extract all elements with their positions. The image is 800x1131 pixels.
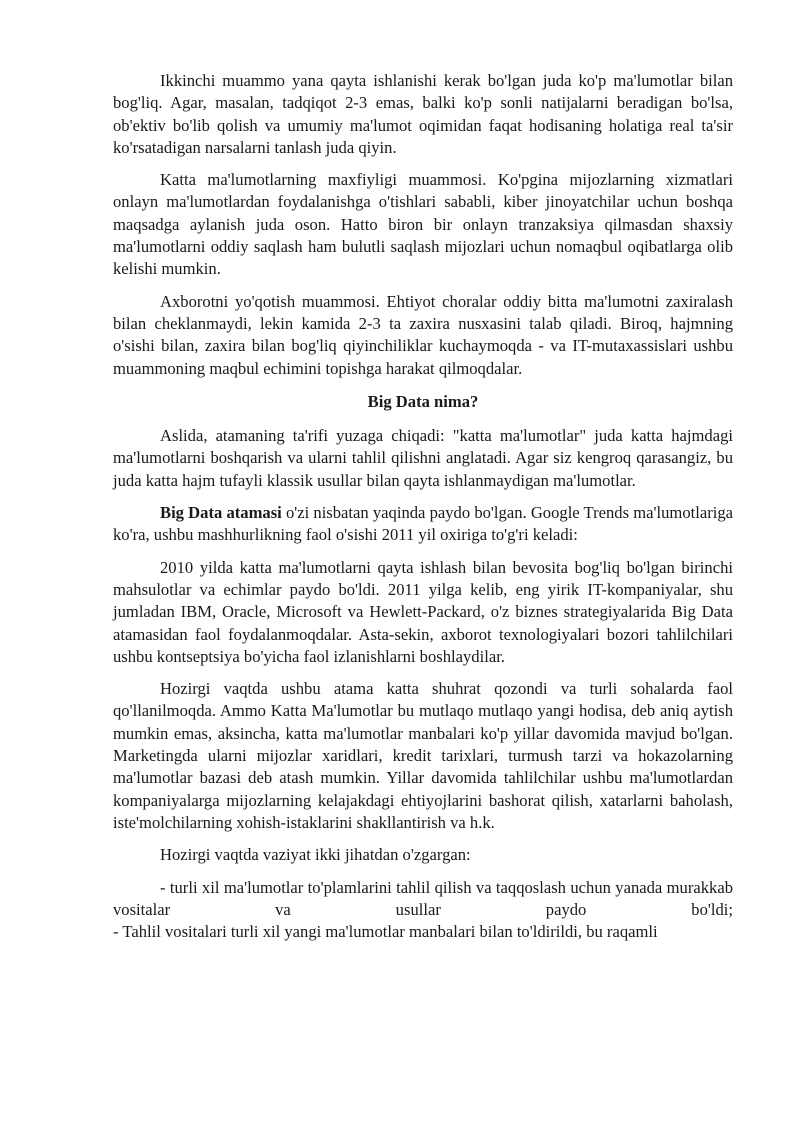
section-heading: Big Data nima? [367,391,479,411]
term-origin-text: o'zi nisbatan yaqinda paydo bo'lgan. Google Trends ma'lumotlariga ko'ra, ushbu mashhurlikning faol o'sishi 2011 yil oxiriga to'g'ri keladi: [113,503,733,545]
document-page [113,70,733,943]
paragraph-situation-changed: Hozirgi vaqtda vaziyat ikki jihatdan o'zgargan: [160,845,471,865]
paragraph-current-usage: Hozirgi vaqtda ushbu atama katta shuhrat qozondi va turli sohalarda faol qo'llanilmoqda. Ammo Katta Ma'lumotlar bu mutlaqo mutlaqo yangi hodisa, deb aniq aytish mumkin emas, aksincha, katta ma'lumotlar manbalari ko'p yillar davomida mavjud bo'lgan. Marketingda ularni mijozlar xaridlari, kredit tarixlari, turmush tarzi va hokazolarning ma'lumotlar bazasi deb atash mumkin. Yillar davomida tahlilchilar ushbu ma'lumotlardan kompaniyalarga mijozlarning kelajakdagi ehtiyojlarini bashorat qilish, xatarlarni baholash, iste'molchilarning xohish-istaklarini shakllantirish va h.k. [113,679,733,832]
paragraph-data-loss-problem: Axborotni yo'qotish muammosi. Ehtiyot choralar oddiy bitta ma'lumotni zaxiralash bilan cheklanmaydi, lekin kamida 2-3 ta zaxira nusxasini talab qiladi. Biroq, hajmning o'sishi bilan, zaxira bilan bog'liq qiyinchiliklar kuchaymoqda - va IT-mutaxassislari ushbu muammoning maqbul echimini topishga harakat qilmoqdalar. [113,291,733,378]
paragraph-term-origin [113,502,733,547]
paragraph-history-2010: 2010 yilda katta ma'lumotlarni qayta ishlash bilan bevosita bog'liq bo'lgan birinchi mahsulotlar va echimlar paydo bo'ldi. 2011 yilga kelib, eng yirik IT-kompaniyalar, shu jumladan IBM, Oracle, Microsoft va Hewlett-Packard, o'z biznes strategiyalarida Big Data atamasidan faol foydalanmoqdalar. Asta-sekin, axborot texnologiyalari bozori tahlilchilari ushbu kontseptsiya bo'yicha faol izlanishlarni boshlaydilar. [113,557,733,666]
list-item-tools: - turli xil ma'lumotlar to'plamlarini tahlil qilish va taqqoslash uchun yanada murakkab vositalar va usullar paydo bo'ldi; [113,877,733,919]
paragraph-privacy-problem: Katta ma'lumotlarning maxfiyligi muammosi. Ko'pgina mijozlarning xizmatlari onlayn ma'lumotlardan foydalanishga o'tishlari sababli, kiber jinoyatchilar uchun boshqa maqsadga aylanish juda oson. Hatto biron bir onlayn tranzaksiya qilmasdan shaxsiy ma'lumotlarni oddiy saqlash ham bulutli saqlash mijozlari uchun nomaqbul oqibatlarga olib kelishi mumkin. [113,170,733,279]
list-item-sources: - Tahlil vositalari turli xil yangi ma'lumotlar manbalari bilan to'ldirildi, bu raqamli [113,922,658,942]
paragraph-definition: Aslida, atamaning ta'rifi yuzaga chiqadi: "katta ma'lumotlar" juda katta hajmdagi ma'lumotlarni boshqarish va ularni tahlil qilishni anglatadi. Agar siz kengroq qarasangiz, bu juda katta hajm tufayli klassik usullar bilan qayta ishlanmaydigan ma'lumotlar. [113,426,733,490]
paragraph-second-problem: Ikkinchi muammo yana qayta ishlanishi kerak bo'lgan juda ko'p ma'lumotlar bilan bog'liq. Agar, masalan, tadqiqot 2-3 emas, balki ko'p sonli natijalarni beradigan bo'lsa, ob'ektiv bo'lib qolish va umumiy ma'lumot oqimidan faqat hodisaning holatiga real ta'sir ko'rsatadigan narsalarni tanlash juda qiyin. [113,71,733,157]
term-bold: Big Data atamasi [160,503,282,523]
